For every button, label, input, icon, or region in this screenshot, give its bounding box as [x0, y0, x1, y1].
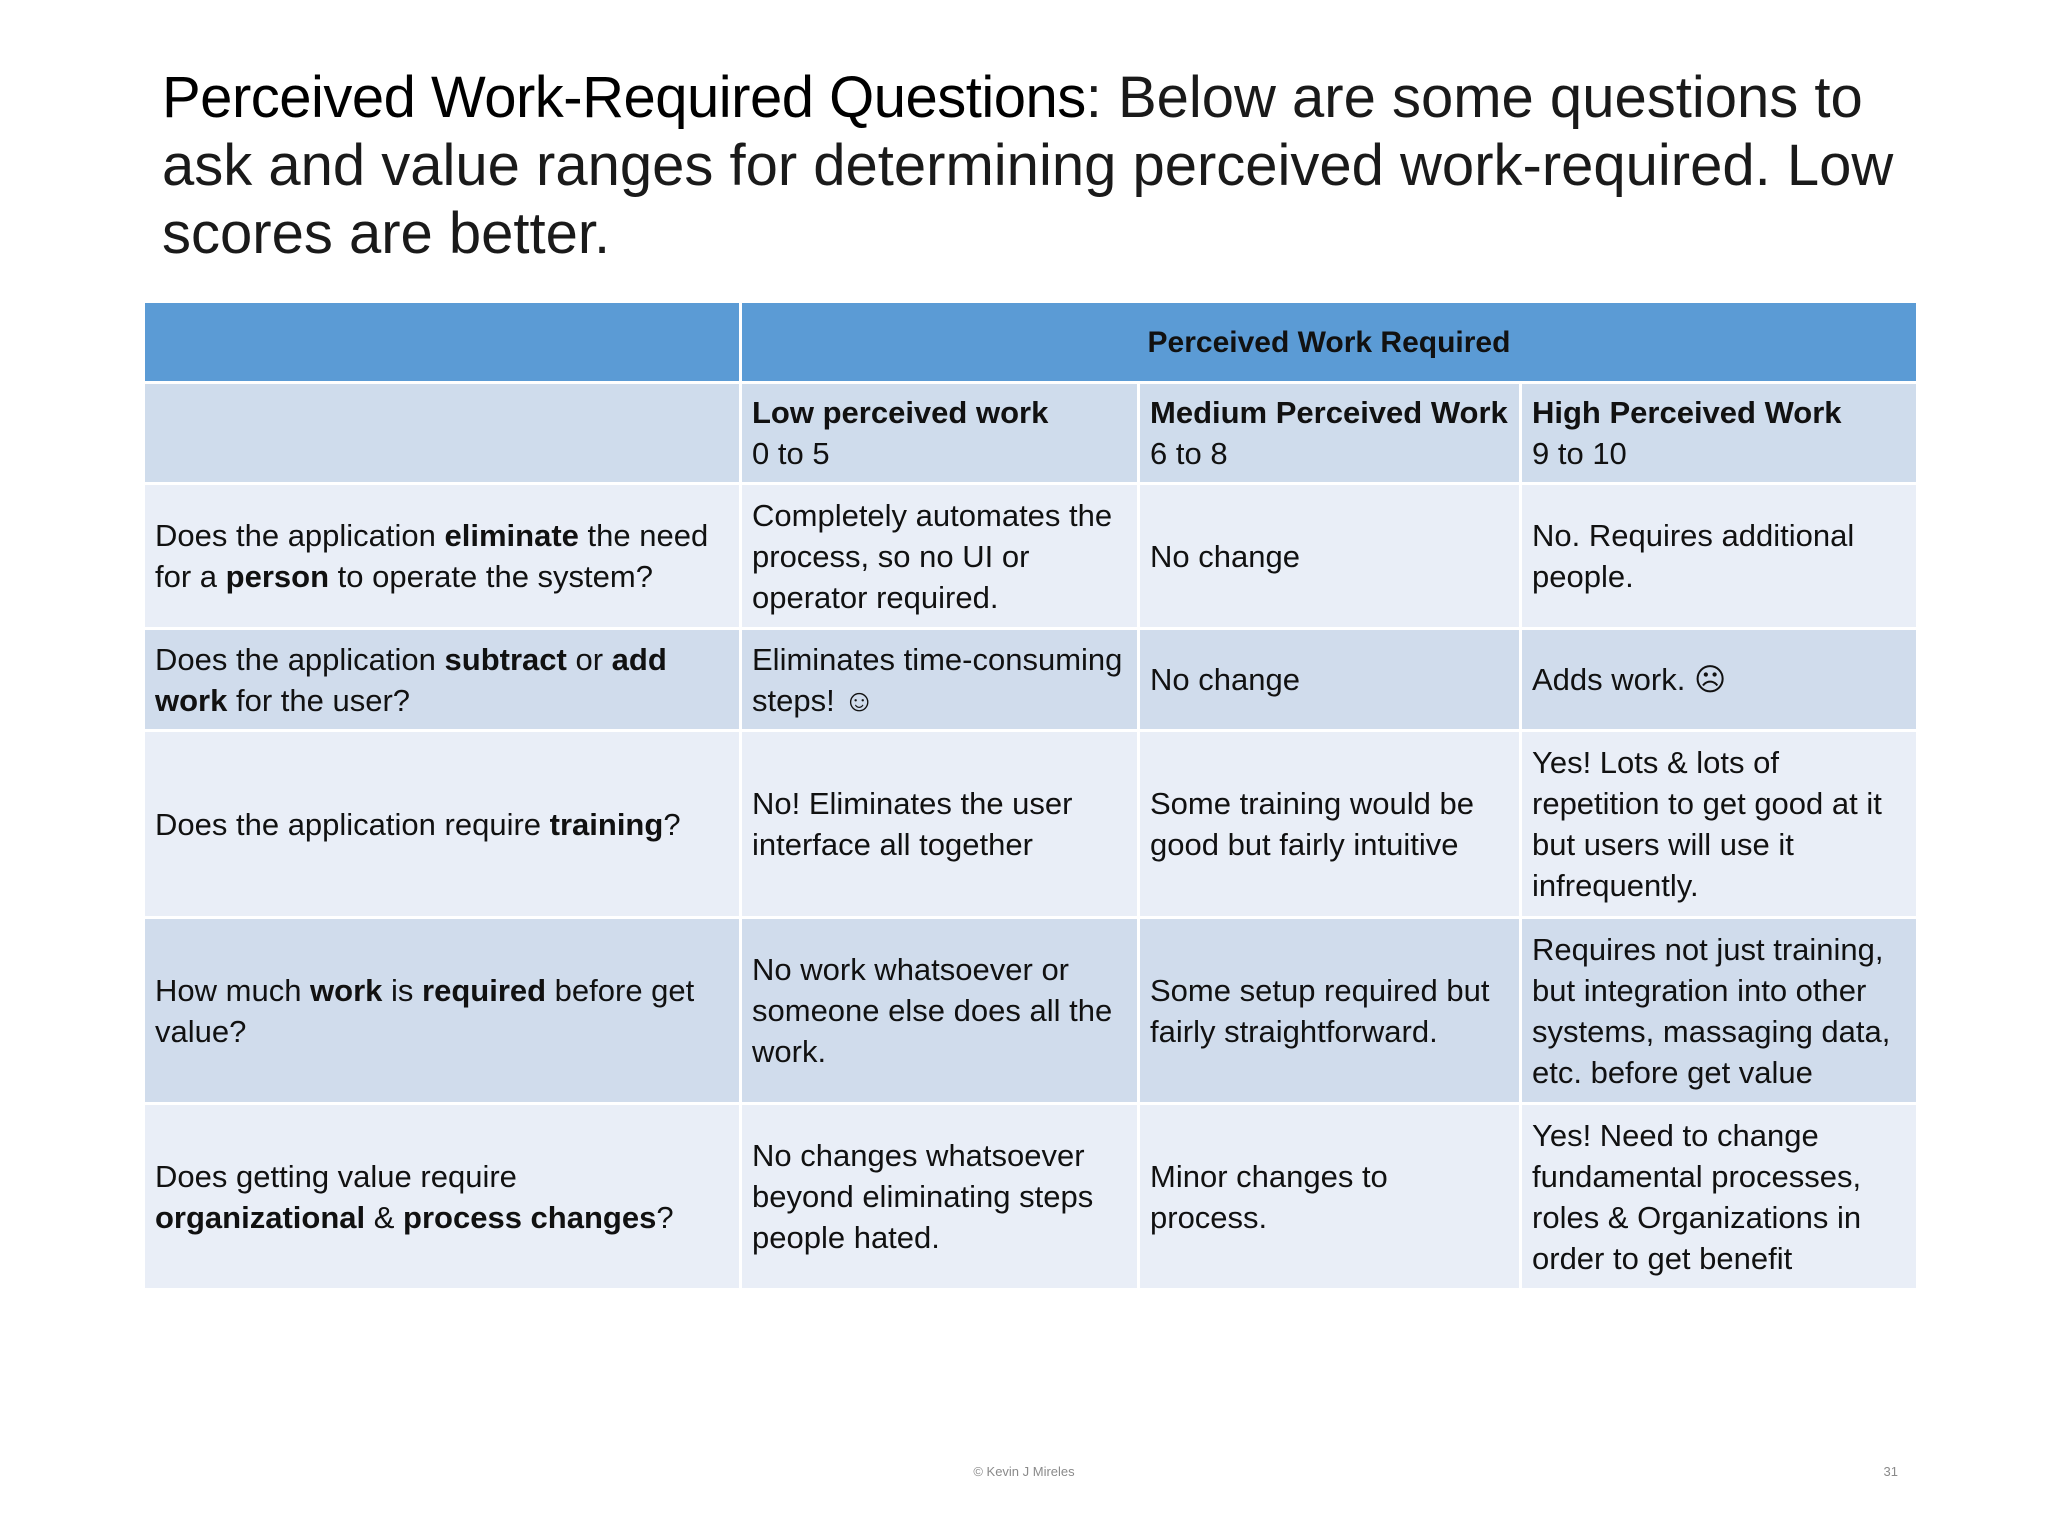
column-header-medium — [1139, 383, 1521, 484]
question-emphasis: training — [549, 806, 664, 842]
question-text: How much — [155, 972, 311, 1008]
question-cell — [144, 484, 741, 629]
question-emphasis: eliminate — [444, 518, 579, 553]
column-range: 6 to 8 — [1150, 436, 1228, 471]
question-emphasis: subtract — [444, 641, 567, 677]
question-emphasis: organizational — [155, 1199, 366, 1235]
table-row — [144, 731, 1918, 918]
question-cell — [144, 918, 741, 1104]
slide-title-bold: Perceived Work-Required Questions — [162, 65, 1086, 130]
question-text: is — [382, 972, 423, 1008]
slide-title — [162, 64, 1922, 268]
footer-credit: © Kevin J Mireles — [973, 1464, 1075, 1479]
column-range: 9 to 10 — [1532, 436, 1627, 471]
question-emphasis: process changes — [403, 1199, 657, 1235]
medium-cell: Minor changes to process. — [1139, 1104, 1521, 1290]
main-header: Perceived Work Required — [741, 302, 1918, 383]
medium-cell: No change — [1139, 484, 1521, 629]
question-cell — [144, 731, 741, 918]
table-row — [144, 918, 1918, 1104]
question-text: Does the application — [155, 518, 445, 553]
medium-cell: No change — [1139, 629, 1521, 731]
column-title: Low perceived work — [752, 395, 1049, 430]
question-emphasis: add work — [155, 641, 667, 718]
low-cell: No changes whatsoever beyond eliminating steps people hated. — [741, 1104, 1139, 1290]
table-row — [144, 1104, 1918, 1290]
column-header-high — [1521, 383, 1918, 484]
slide-title-rest: : Below are some questions to ask and value ranges for determining perceived work-required. Low scores are better. — [162, 65, 1894, 266]
question-text: & — [365, 1199, 404, 1235]
question-text: Does the application — [155, 641, 445, 677]
low-cell: No! Eliminates the user interface all together — [741, 731, 1139, 918]
medium-cell: Some setup required but fairly straightforward. — [1139, 918, 1521, 1104]
perceived-work-table — [142, 300, 1919, 1291]
question-text: ? — [663, 806, 681, 842]
question-cell — [144, 1104, 741, 1290]
low-cell: Eliminates time-consuming steps! ☺ — [741, 629, 1139, 731]
high-cell: Yes! Lots & lots of repetition to get good at it but users will use it infrequently. — [1521, 731, 1918, 918]
question-emphasis: work — [310, 972, 383, 1008]
question-text: ? — [656, 1199, 674, 1235]
column-header-low — [741, 383, 1139, 484]
table-header-row — [144, 302, 1918, 383]
column-range: 0 to 5 — [752, 436, 830, 471]
table-subheader-row — [144, 383, 1918, 484]
question-text: Does the application require — [155, 806, 550, 842]
page-number: 31 — [1883, 1464, 1898, 1479]
high-cell: No. Requires additional people. — [1521, 484, 1918, 629]
question-text: or — [566, 641, 612, 677]
column-title: High Perceived Work — [1532, 395, 1842, 430]
question-cell — [144, 629, 741, 731]
high-cell: Adds work. ☹ — [1521, 629, 1918, 731]
question-text: Does getting value require — [155, 1158, 517, 1194]
table-row — [144, 629, 1918, 731]
medium-cell: Some training would be good but fairly intuitive — [1139, 731, 1521, 918]
column-title: Medium Perceived Work — [1150, 395, 1508, 430]
low-cell: No work whatsoever or someone else does all the work. — [741, 918, 1139, 1104]
low-cell: Completely automates the process, so no UI or operator required. — [741, 484, 1139, 629]
question-emphasis: person — [225, 559, 330, 594]
high-cell: Yes! Need to change fundamental processes, roles & Organizations in order to get benefit — [1521, 1104, 1918, 1290]
question-text: for the user? — [227, 682, 411, 718]
question-emphasis: required — [422, 972, 547, 1008]
table-row — [144, 484, 1918, 629]
header-corner-cell — [144, 302, 741, 383]
question-text: to operate the system? — [329, 559, 653, 594]
high-cell: Requires not just training, but integration into other systems, massaging data, etc. before get value — [1521, 918, 1918, 1104]
question-text: the need for a — [155, 518, 709, 594]
subheader-corner-cell — [144, 383, 741, 484]
question-text: before get value? — [155, 972, 695, 1049]
